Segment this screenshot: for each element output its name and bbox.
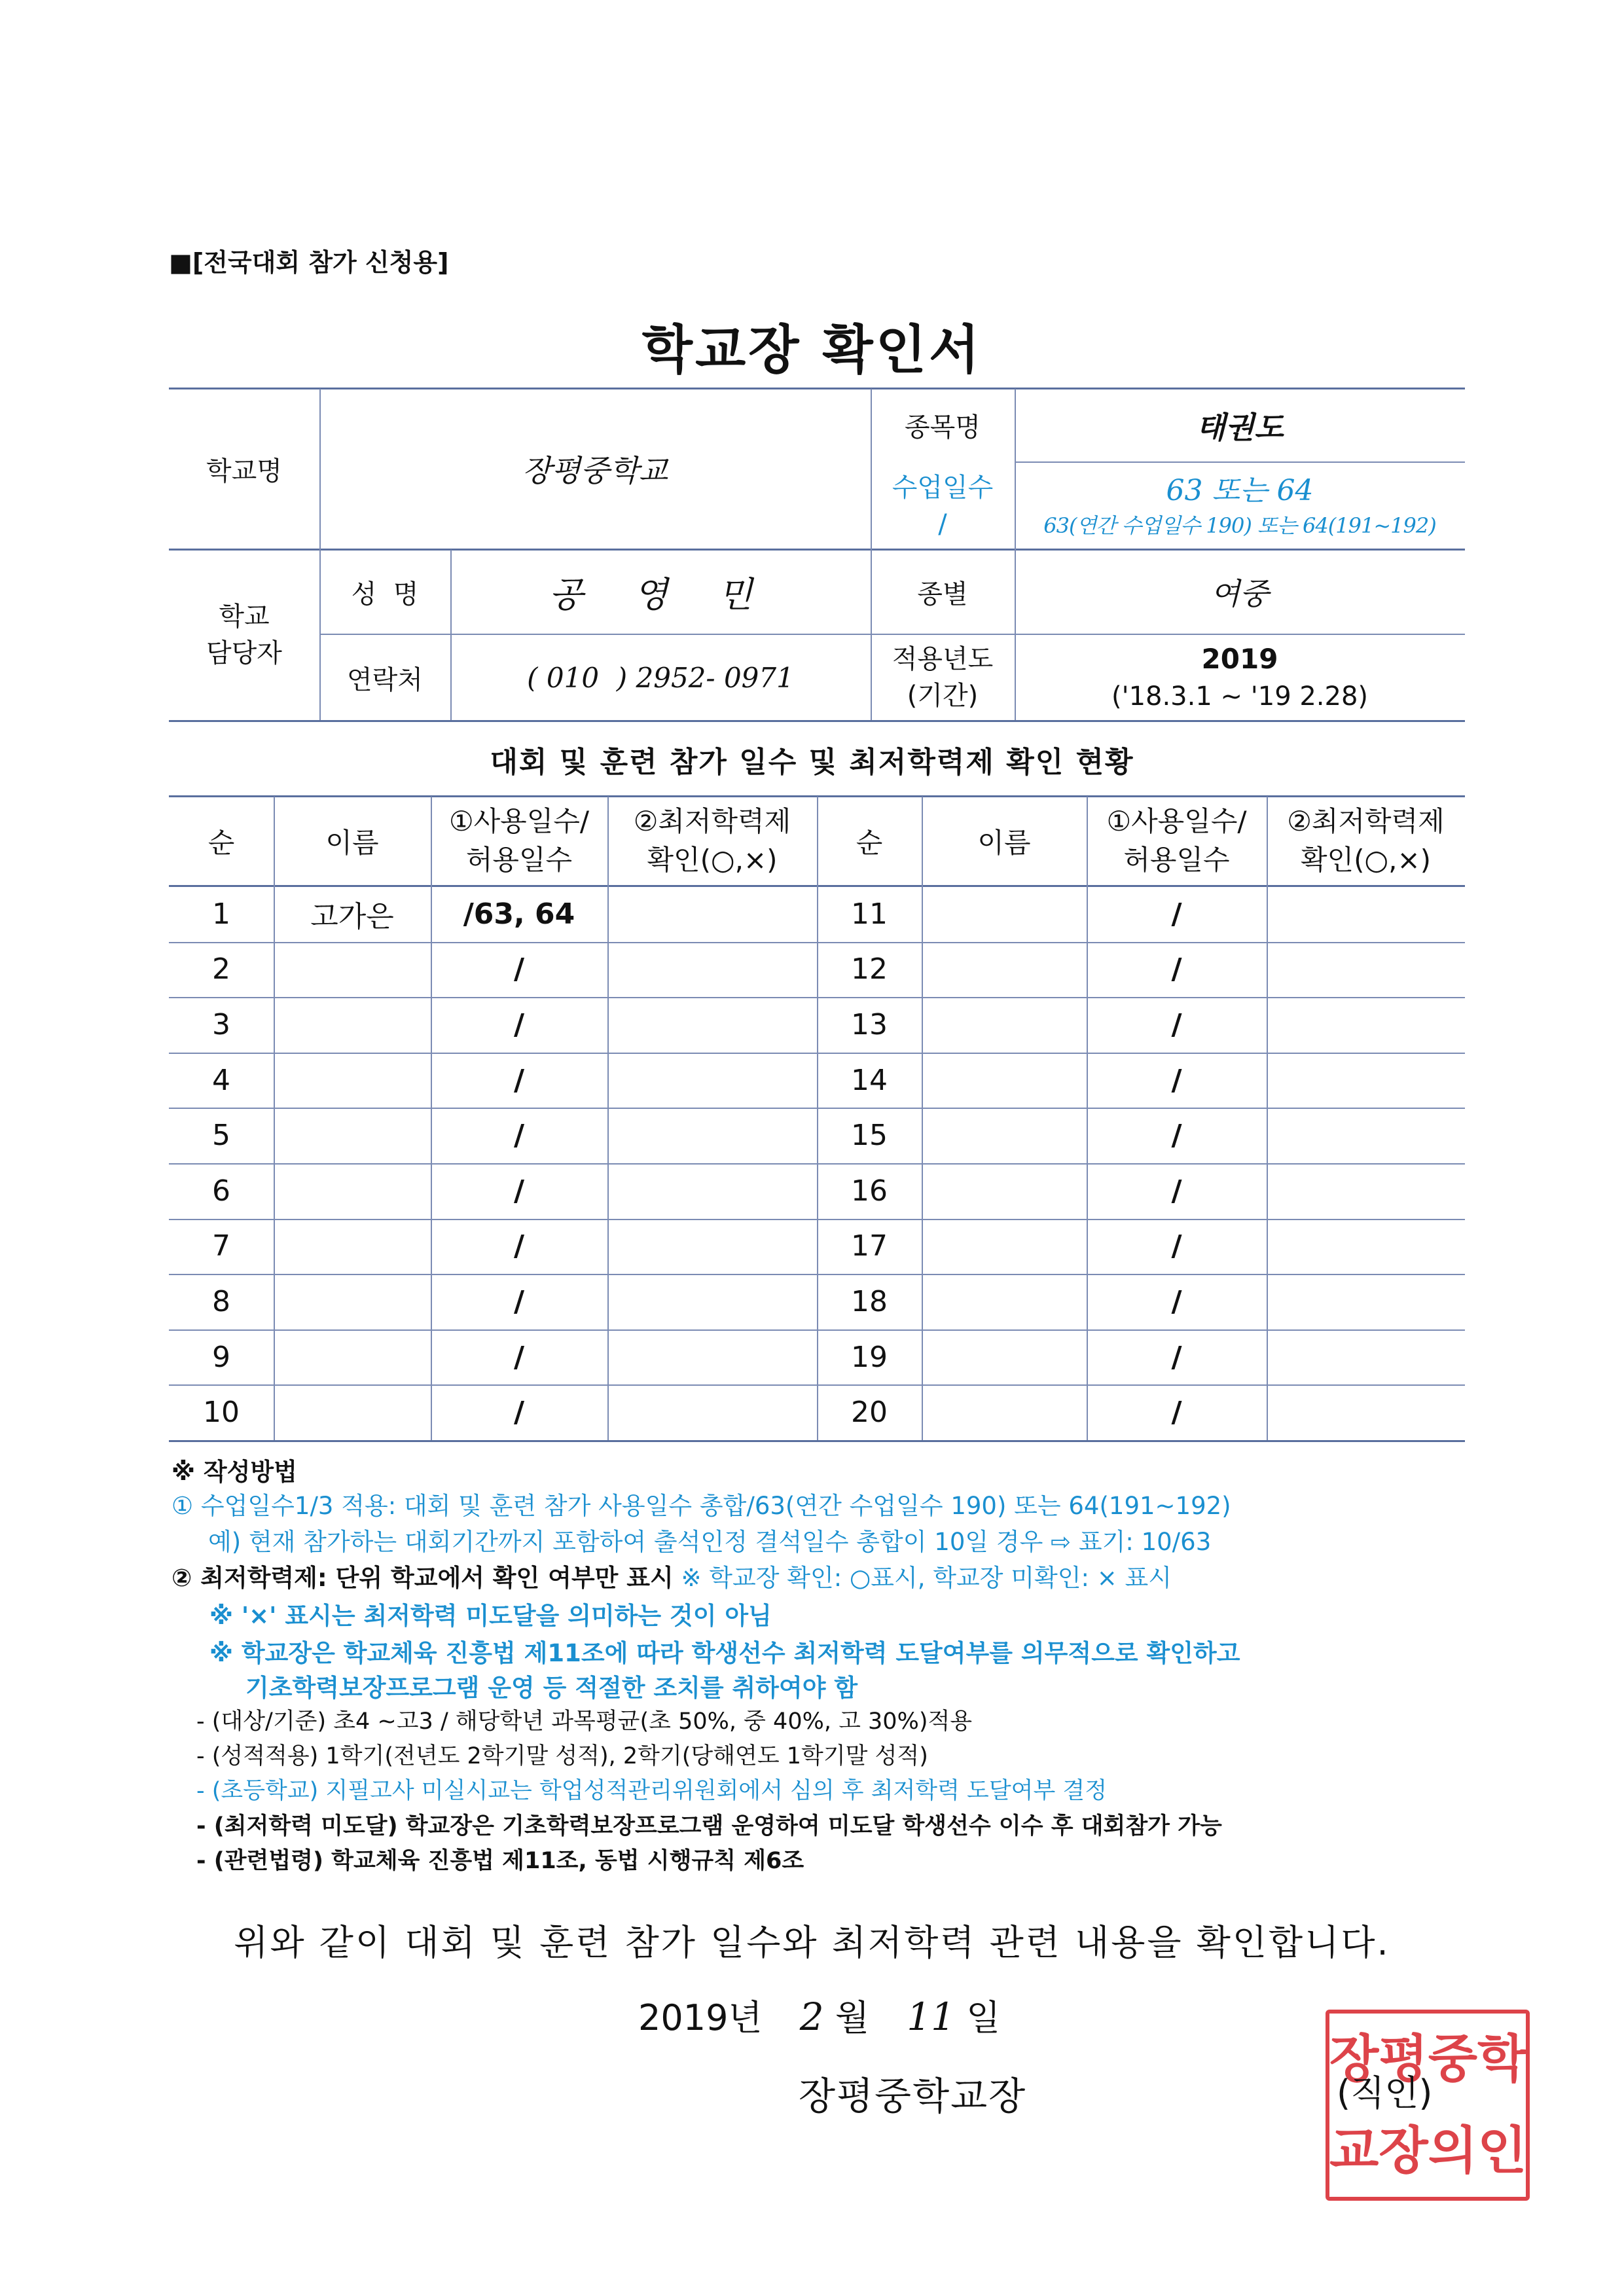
cell-no: 4 <box>212 1063 230 1097</box>
cell-min[interactable] <box>1267 1329 1465 1385</box>
cell-no: 3 <box>212 1007 230 1041</box>
class-days-label-line2: / <box>938 509 947 539</box>
cell-name[interactable] <box>922 1329 1087 1385</box>
cell-no: 10 <box>203 1396 240 1430</box>
category-label: 종별 <box>917 579 968 609</box>
cell-no: 18 <box>851 1284 888 1318</box>
cell-min[interactable] <box>1267 997 1465 1053</box>
stamp-glyph: 인 <box>1477 2121 1527 2180</box>
manager-contact-label: 연락처 <box>347 664 423 695</box>
cell-days[interactable]: / <box>513 1340 525 1374</box>
sport-value[interactable]: 태권도 <box>1196 409 1284 445</box>
cell-days[interactable]: / <box>513 1284 525 1318</box>
cell-min[interactable] <box>607 1329 817 1385</box>
header-days <box>431 797 607 885</box>
cell-name[interactable] <box>922 997 1087 1053</box>
cell-days[interactable]: / <box>1171 952 1182 986</box>
table-bottom-border <box>169 1440 1465 1442</box>
note-1-line1: ① 수업일수1/3 적용: 대회 및 훈련 참가 사용일수 총합/63(연간 수업일수 190) 또는 64(191~192) <box>171 1492 1231 1520</box>
cell-days[interactable]: / <box>513 952 525 986</box>
cell-no: 7 <box>212 1229 230 1263</box>
cell-name[interactable] <box>274 942 431 998</box>
manager-name-value[interactable]: 공 영 민 <box>549 573 772 615</box>
cell-no: 17 <box>851 1229 888 1263</box>
cell-name[interactable] <box>922 1053 1087 1108</box>
cell-name[interactable] <box>274 1219 431 1274</box>
cell-no: 5 <box>212 1119 230 1153</box>
cell-name[interactable] <box>922 1108 1087 1163</box>
class-days-label <box>871 463 1015 549</box>
manager-label-line1: 학교 <box>219 602 270 632</box>
category-value[interactable]: 여중 <box>1210 576 1269 611</box>
cell-name[interactable] <box>274 997 431 1053</box>
cell-no: 6 <box>212 1174 230 1208</box>
apply-year-value-line2: ('18.3.1 ~ '19 2.28) <box>1111 681 1369 712</box>
confirm-text: 위와 같이 대회 및 훈련 참가 일수와 최저학력 관련 내용을 확인합니다. <box>234 1922 1390 1963</box>
header-days-line2: 허용일수 <box>465 843 573 876</box>
cell-name[interactable] <box>274 1053 431 1108</box>
stamp-glyph: 의 <box>1428 2121 1478 2180</box>
cell-min[interactable] <box>1267 942 1465 998</box>
cell-days[interactable]: / <box>513 1174 525 1208</box>
section-title: 대회 및 훈련 참가 일수 및 최저학력제 확인 현황 <box>490 746 1134 779</box>
manager-label-line2: 담당자 <box>206 638 282 668</box>
form-type-label: ■[전국대회 참가 신청용] <box>169 248 449 277</box>
cell-min[interactable] <box>1267 1219 1465 1274</box>
cell-min[interactable] <box>607 886 817 942</box>
cell-days[interactable]: / <box>1171 1007 1182 1041</box>
header-days-line1: ①사용일수/ <box>1106 804 1247 837</box>
cell-days[interactable]: / <box>513 1396 525 1430</box>
header-days <box>1087 797 1267 885</box>
date-month-unit: 월 <box>835 1997 870 2038</box>
cell-min[interactable] <box>1267 1384 1465 1440</box>
cell-name[interactable] <box>922 1384 1087 1440</box>
cell-min[interactable] <box>1267 1108 1465 1163</box>
cell-name[interactable]: 고가은 <box>310 900 394 934</box>
stamp-glyph: 평 <box>1379 2029 1428 2089</box>
note-2-sub: ※ 학교장 확인: ○표시, 학교장 미확인: × 표시 <box>673 1564 1172 1592</box>
cell-days[interactable]: / <box>1171 1229 1182 1263</box>
detail-3: - (초등학교) 지필고사 미실시교는 학업성적관리위원회에서 심의 후 최저학력 도달여부 결정 <box>196 1778 1108 1804</box>
note-1-line2: 예) 현재 참가하는 대회기간까지 포함하여 출석인정 결석일수 총합이 10일 경우 ⇨ 표기: 10/63 <box>208 1528 1212 1556</box>
detail-5: - (관련법령) 학교체육 진흥법 제11조, 동법 시행규칙 제6조 <box>196 1848 804 1874</box>
detail-4: - (최저학력 미도달) 학교장은 기초학력보장프로그램 운영하여 미도달 학생선수 이수 후 대회참가 가능 <box>196 1813 1222 1839</box>
header-min-line2: 확인(○,×) <box>647 843 778 876</box>
school-name-label: 학교명 <box>206 456 282 486</box>
header-days-line2: 허용일수 <box>1123 843 1230 876</box>
class-days-value[interactable] <box>1015 463 1465 549</box>
cell-min[interactable] <box>607 1384 817 1440</box>
cell-days[interactable]: / <box>513 1229 525 1263</box>
cell-days[interactable]: / <box>1171 1396 1182 1430</box>
cell-days[interactable]: /63, 64 <box>463 897 575 931</box>
cell-min[interactable] <box>607 1274 817 1329</box>
stamp-glyph: 교 <box>1329 2121 1379 2180</box>
cell-days[interactable]: / <box>1171 1174 1182 1208</box>
cell-min[interactable] <box>607 1219 817 1274</box>
manager-contact-value[interactable]: ( 010 ) 2952- 0971 <box>527 661 794 694</box>
cell-no: 16 <box>851 1174 888 1208</box>
cell-no: 1 <box>212 897 230 931</box>
cell-days[interactable]: / <box>1171 1284 1182 1318</box>
cell-days[interactable]: / <box>513 1119 525 1153</box>
note-4-line2: 기초학력보장프로그램 운영 등 적절한 조치를 취하여야 함 <box>245 1674 858 1702</box>
cell-min[interactable] <box>1267 1053 1465 1108</box>
stamp-glyph: 장 <box>1379 2121 1428 2180</box>
cell-no: 14 <box>851 1063 888 1097</box>
cell-no: 20 <box>851 1396 888 1430</box>
cell-name[interactable] <box>274 1108 431 1163</box>
manager-name-label: 성 명 <box>351 579 419 609</box>
apply-year-label-line2: (기간) <box>907 681 979 711</box>
sport-label: 종목명 <box>905 412 981 443</box>
header-min-line2: 확인(○,×) <box>1300 843 1432 876</box>
header-min <box>607 797 817 885</box>
cell-min[interactable] <box>1267 1163 1465 1219</box>
header-no: 순 <box>208 826 235 859</box>
header-min-line1: ②최저학력제 <box>1287 804 1445 837</box>
cell-min[interactable] <box>607 997 817 1053</box>
date-month[interactable]: 2 <box>799 1995 824 2039</box>
detail-2: - (성적적용) 1학기(전년도 2학기말 성적), 2학기(당해연도 1학기말 성적) <box>196 1743 928 1769</box>
signer-name: 장평중학교장 <box>799 2074 1027 2118</box>
cell-days[interactable]: / <box>1171 1063 1182 1097</box>
class-days-label-line1: 수업일수 <box>892 472 994 503</box>
cell-name[interactable] <box>922 942 1087 998</box>
seal-label: (직인) <box>1337 2072 1433 2114</box>
cell-no: 8 <box>212 1284 230 1318</box>
cell-min[interactable] <box>1267 1274 1465 1329</box>
apply-year-value-line1: 2019 <box>1201 642 1278 675</box>
detail-1: - (대상/기준) 초4 ~고3 / 해당학년 과목평균(초 50%, 중 40%, 고 30%)적용 <box>196 1708 973 1735</box>
cell-name[interactable] <box>922 886 1087 942</box>
header-min <box>1267 797 1465 885</box>
cell-no: 19 <box>851 1340 888 1374</box>
note-3: ※ '×' 표시는 최저학력 미도달을 의미하는 것이 아님 <box>209 1602 772 1630</box>
cell-min[interactable] <box>1267 886 1465 942</box>
header-days-line1: ①사용일수/ <box>448 804 590 837</box>
header-name: 이름 <box>325 826 379 859</box>
apply-year-value <box>1015 635 1465 720</box>
note-2-main: ② 최저학력제: 단위 학교에서 확인 여부만 표시 <box>171 1564 674 1592</box>
header-min-line1: ②최저학력제 <box>633 804 791 837</box>
notes-heading: ※ 작성방법 <box>171 1458 297 1486</box>
cell-no: 13 <box>851 1007 888 1041</box>
cell-days[interactable]: / <box>1171 897 1182 931</box>
class-days-value-line2: 63(연간 수업일수 190) 또는 64(191~192) <box>1043 513 1436 538</box>
page-title: 학교장 확인서 <box>641 319 983 380</box>
class-days-value-line1: 63 또는 64 <box>1166 474 1314 508</box>
cell-name[interactable] <box>274 1384 431 1440</box>
table-divider <box>169 720 1465 722</box>
cell-name[interactable] <box>274 1274 431 1329</box>
apply-year-label <box>871 635 1015 720</box>
cell-no: 15 <box>851 1119 888 1153</box>
apply-year-label-line1: 적용년도 <box>892 644 994 674</box>
stamp-glyph: 장 <box>1329 2029 1379 2089</box>
cell-name[interactable] <box>922 1219 1087 1274</box>
cell-min[interactable] <box>607 1108 817 1163</box>
stamp-glyph: 중 <box>1428 2029 1478 2089</box>
note-4-line1: ※ 학교장은 학교체육 진흥법 제11조에 따라 학생선수 최저학력 도달여부를 의무적으로 확인하고 <box>209 1639 1240 1667</box>
cell-name[interactable] <box>922 1163 1087 1219</box>
cell-name[interactable] <box>274 1163 431 1219</box>
cell-min[interactable] <box>607 1053 817 1108</box>
header-name: 이름 <box>977 826 1031 859</box>
school-name-value[interactable]: 장평중학교 <box>522 453 668 488</box>
date-day[interactable]: 11 <box>907 1995 955 2039</box>
cell-name[interactable] <box>922 1274 1087 1329</box>
cell-min[interactable] <box>607 942 817 998</box>
stamp-glyph: 학 <box>1477 2029 1527 2089</box>
cell-no: 2 <box>212 952 230 986</box>
confirm-date <box>638 1990 1000 2040</box>
date-day-unit: 일 <box>966 1997 1001 2038</box>
cell-days[interactable]: / <box>1171 1119 1182 1153</box>
cell-name[interactable] <box>274 1329 431 1385</box>
cell-no: 9 <box>212 1340 230 1374</box>
header-no: 순 <box>856 826 883 859</box>
date-year: 2019년 <box>638 1997 763 2038</box>
manager-label <box>169 550 319 720</box>
cell-days[interactable]: / <box>513 1063 525 1097</box>
cell-no: 12 <box>851 952 888 986</box>
note-2 <box>171 1558 1172 1593</box>
cell-days[interactable]: / <box>1171 1340 1182 1374</box>
cell-min[interactable] <box>607 1163 817 1219</box>
cell-no: 11 <box>851 897 888 931</box>
cell-days[interactable]: / <box>513 1007 525 1041</box>
